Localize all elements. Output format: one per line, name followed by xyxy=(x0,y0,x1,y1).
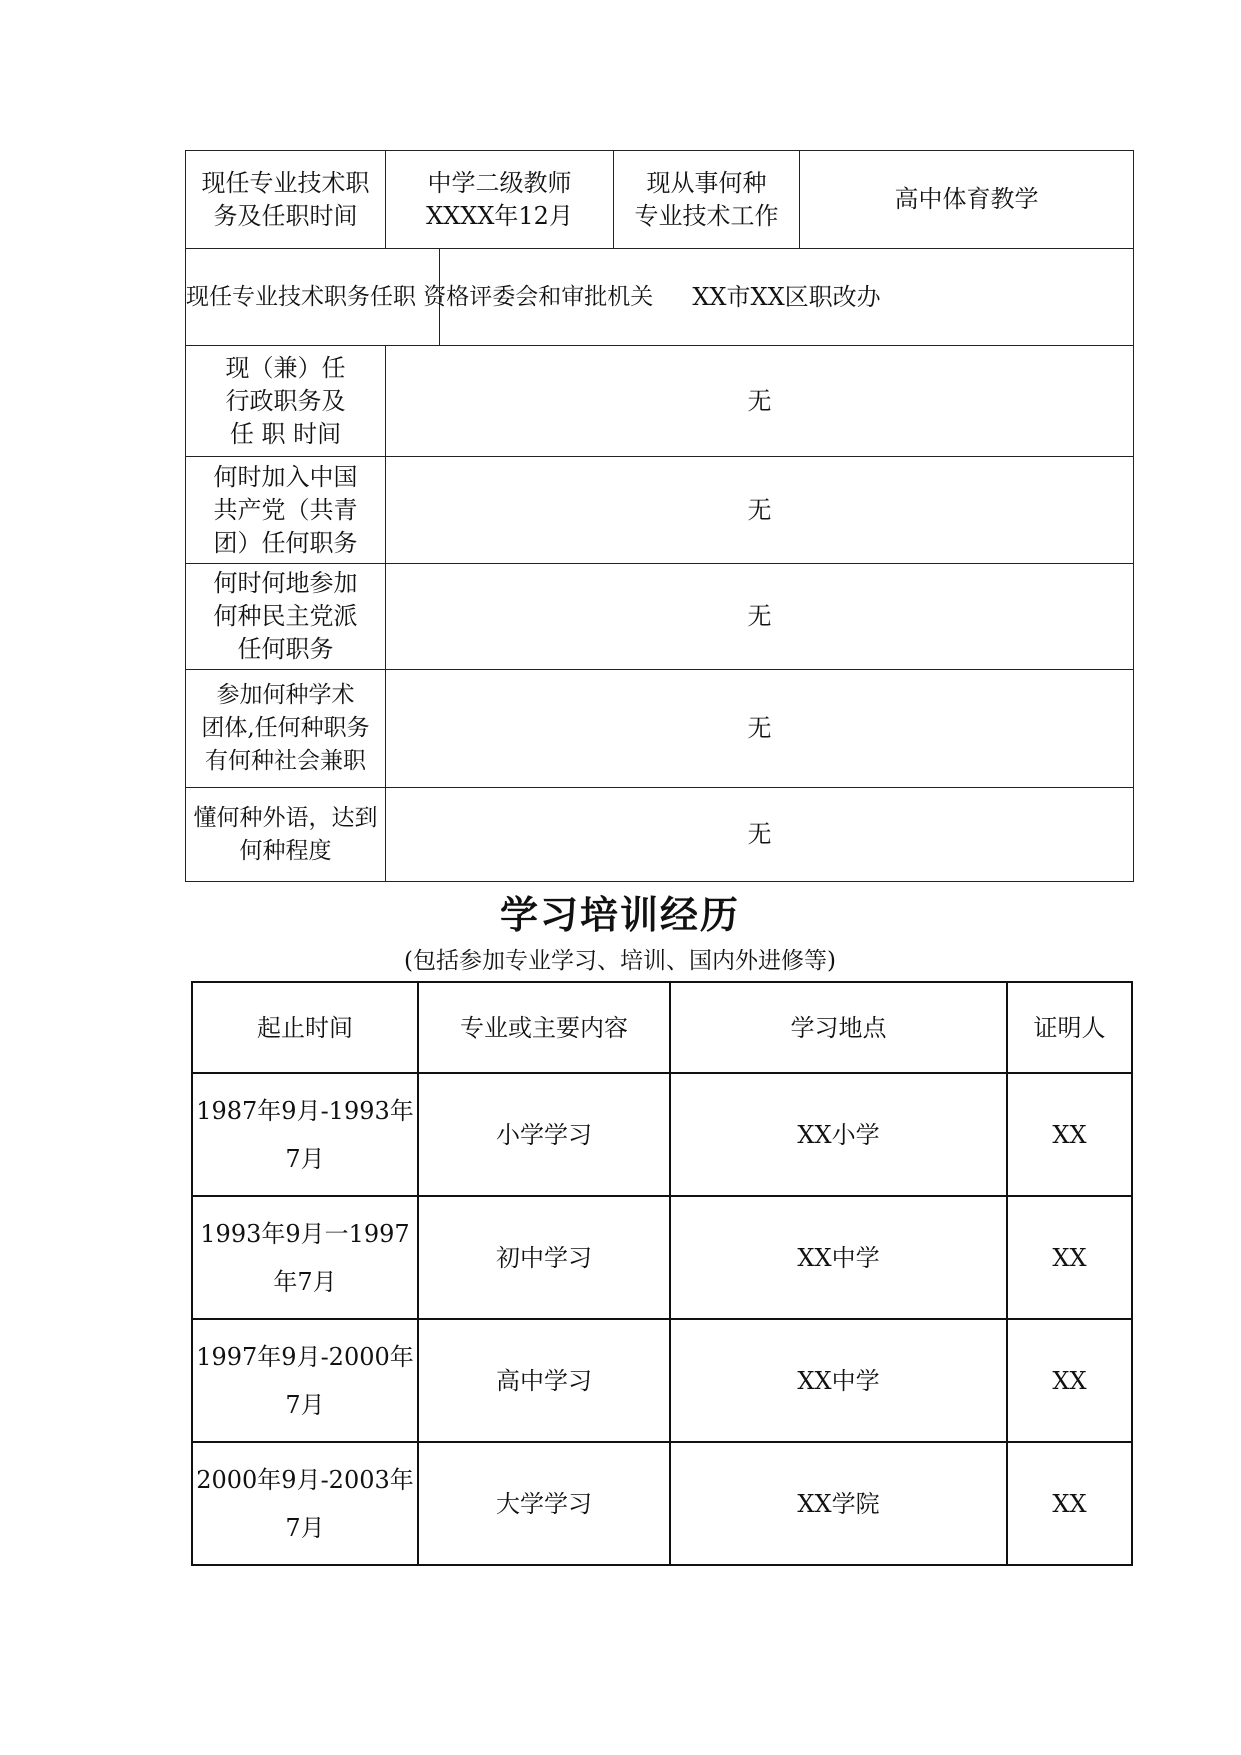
place-cell: XX中学 xyxy=(670,1196,1007,1319)
table-header-row xyxy=(192,982,1132,1073)
place-cell: XX中学 xyxy=(670,1319,1007,1442)
work-type-value: 高中体育教学 xyxy=(800,151,1134,249)
header-witness: 证明人 xyxy=(1007,982,1132,1073)
table-row xyxy=(192,1196,1132,1319)
section-subtitle: (包括参加专业学习、培训、国内外进修等) xyxy=(404,948,836,974)
party-value: 无 xyxy=(386,457,1134,564)
content-cell: 小学学习 xyxy=(418,1073,670,1196)
table-row xyxy=(186,151,1134,249)
witness-cell: XX xyxy=(1007,1196,1132,1319)
table-row xyxy=(186,564,1134,670)
party-label: 何时加入中国 共产党（共青 团）任何职务 xyxy=(186,457,386,564)
period-cell: 1987年9月-1993年 7月 xyxy=(192,1073,418,1196)
witness-cell: XX xyxy=(1007,1319,1132,1442)
content-cell: 初中学习 xyxy=(418,1196,670,1319)
content-cell: 大学学习 xyxy=(418,1442,670,1565)
language-value: 无 xyxy=(386,788,1134,882)
table-row xyxy=(186,788,1134,882)
democratic-party-value: 无 xyxy=(386,564,1134,670)
admin-post-value: 无 xyxy=(386,346,1134,457)
admin-post-label: 现（兼）任 行政职务及 任 职 时间 xyxy=(186,346,386,457)
tech-title-label: 现任专业技术职 务及任职时间 xyxy=(186,151,386,249)
place-cell: XX学院 xyxy=(670,1442,1007,1565)
witness-cell: XX xyxy=(1007,1073,1132,1196)
header-place: 学习地点 xyxy=(670,982,1007,1073)
table-row xyxy=(186,346,1134,457)
academic-label: 参加何种学术 团体,任何种职务 有何种社会兼职 xyxy=(186,670,386,788)
header-content: 专业或主要内容 xyxy=(418,982,670,1073)
democratic-party-label: 何时何地参加 何种民主党派 任何职务 xyxy=(186,564,386,670)
table-row xyxy=(192,1319,1132,1442)
table-row xyxy=(192,1073,1132,1196)
table-row xyxy=(186,249,1134,346)
work-type-label: 现从事何种 专业技术工作 xyxy=(614,151,800,249)
table-row xyxy=(192,1442,1132,1565)
approval-org-label: 现任专业技术职务任职 资格评委会和审批机关 xyxy=(186,249,440,346)
section-title: 学习培训经历 xyxy=(499,892,740,937)
content-cell: 高中学习 xyxy=(418,1319,670,1442)
training-table xyxy=(191,981,1133,1566)
academic-value: 无 xyxy=(386,670,1134,788)
header-period: 起止时间 xyxy=(192,982,418,1073)
period-cell: 1997年9月-2000年 7月 xyxy=(192,1319,418,1442)
witness-cell: XX xyxy=(1007,1442,1132,1565)
tech-title-value: 中学二级教师 XXXX年12月 xyxy=(386,151,614,249)
table-row xyxy=(186,670,1134,788)
period-cell: 1993年9月一1997 年7月 xyxy=(192,1196,418,1319)
approval-org-value: XX市XX区职改办 xyxy=(440,249,1134,346)
table-row xyxy=(186,457,1134,564)
period-cell: 2000年9月-2003年 7月 xyxy=(192,1442,418,1565)
language-label: 懂何种外语，达到 何种程度 xyxy=(186,788,386,882)
place-cell: XX小学 xyxy=(670,1073,1007,1196)
personal-info-table xyxy=(185,150,1134,882)
